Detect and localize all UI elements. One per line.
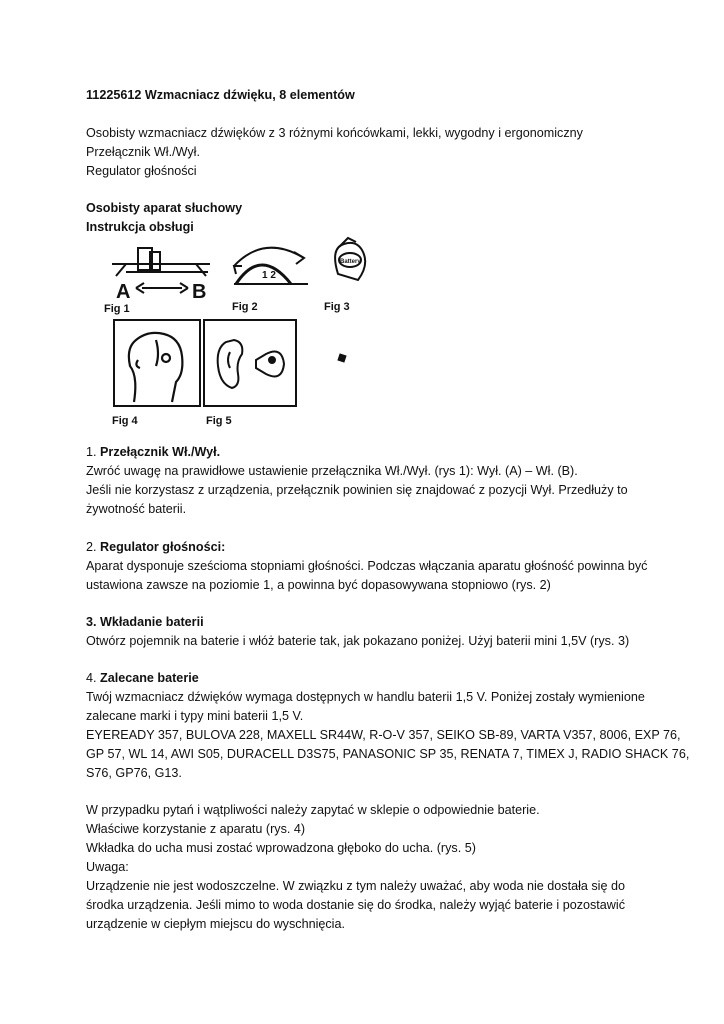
section-1-number: 1. [86,445,101,459]
subtitle-instructions: Instrukcja obsługi [86,220,194,234]
fig4-caption: Fig 4 [112,415,138,427]
fig2-dial-numbers: 1 2 [262,270,276,281]
section-3-heading: 3. Wkładanie baterii [86,615,204,629]
section-2-line: Aparat dysponuje sześcioma stopniami głośności. Podczas włączania aparatu głośność powinna być [86,559,648,573]
figures-drawing [86,236,376,436]
section-4-line: Twój wzmacniacz dźwięków wymaga dostępnych w handlu baterii 1,5 V. Poniżej zostały wymienione [86,690,645,704]
stray-mark [338,354,346,362]
closing-line: Wkładka do ucha musi zostać wprowadzona głęboko do ucha. (rys. 5) [86,841,476,855]
section-2-line: ustawiona zawsze na poziomie 1, a powinna być dopasowywana stopniowo (rys. 2) [86,578,551,592]
document-title: 11225612 Wzmacniacz dźwięku, 8 elementów [86,88,355,102]
section-2-number: 2. [86,540,101,554]
intro-line: Regulator głośności [86,164,197,178]
section-4-line: GP 57, WL 14, AWI S05, DURACELL D3S75, PANASONIC SP 35, RENATA 7, TIMEX J, RADIO SHACK 76, [86,747,690,761]
section-2-title: Regulator głośności: [100,540,226,554]
closing-line: Właściwe korzystanie z aparatu (rys. 4) [86,822,306,836]
closing-line: Uwaga: [86,860,129,874]
section-4-title: Zalecane baterie [100,671,199,685]
section-4-line: EYEREADY 357, BULOVA 228, MAXELL SR44W, R-O-V 357, SEIKO SB-89, VARTA V357, 8006, EXP 76, [86,728,681,742]
fig5-ear-drawing [218,340,284,388]
section-4-heading [86,669,199,688]
closing-line: W przypadku pytań i wątpliwości należy zapytać w sklepie o odpowiednie baterie. [86,803,540,817]
section-3-line: Otwórz pojemnik na baterie i włóż baterie tak, jak pokazano poniżej. Użyj baterii mini 1,5V (rys. 3) [86,634,630,648]
fig3-caption: Fig 3 [324,301,350,313]
fig3-battery-label: Battery [340,259,361,265]
closing-line: urządzenie w ciepłym miejscu do wyschnięcia. [86,917,345,931]
fig1-label-a: A [116,281,131,303]
section-4-number: 4. [86,671,101,685]
section-2-heading [86,538,225,557]
instruction-figures [86,236,376,436]
intro-line: Osobisty wzmacniacz dźwięków z 3 różnymi końcówkami, lekki, wygodny i ergonomiczny [86,126,583,140]
fig5-caption: Fig 5 [206,415,232,427]
fig4-head-profile-drawing [129,333,183,402]
section-1-title: Przełącznik Wł./Wył. [100,445,221,459]
section-1-line: Jeśli nie korzystasz z urządzenia, przełącznik powinien się znajdować z pozycji Wył. Przedłuży to [86,483,628,497]
fig1-label-b: B [192,281,207,303]
closing-line: Urządzenie nie jest wodoszczelne. W związku z tym należy uważać, aby woda nie dostała się do [86,879,625,893]
closing-line: środka urządzenia. Jeśli mimo to woda dostanie się do środka, należy wyjąć baterie i pozostawić [86,898,625,912]
section-1-line: żywotność baterii. [86,502,187,516]
section-1-heading [86,443,220,462]
section-1-line: Zwróć uwagę na prawidłowe ustawienie przełącznika Wł./Wył. (rys 1): Wył. (A) – Wł. (B). [86,464,578,478]
fig1-caption: Fig 1 [104,303,130,315]
intro-line: Przełącznik Wł./Wył. [86,145,200,159]
fig2-caption: Fig 2 [232,301,258,313]
section-4-line: S76, GP76, G13. [86,766,182,780]
section-4-line: zalecane marki i typy mini baterii 1,5 V. [86,709,304,723]
subtitle-hearing-aid: Osobisty aparat słuchowy [86,201,243,215]
